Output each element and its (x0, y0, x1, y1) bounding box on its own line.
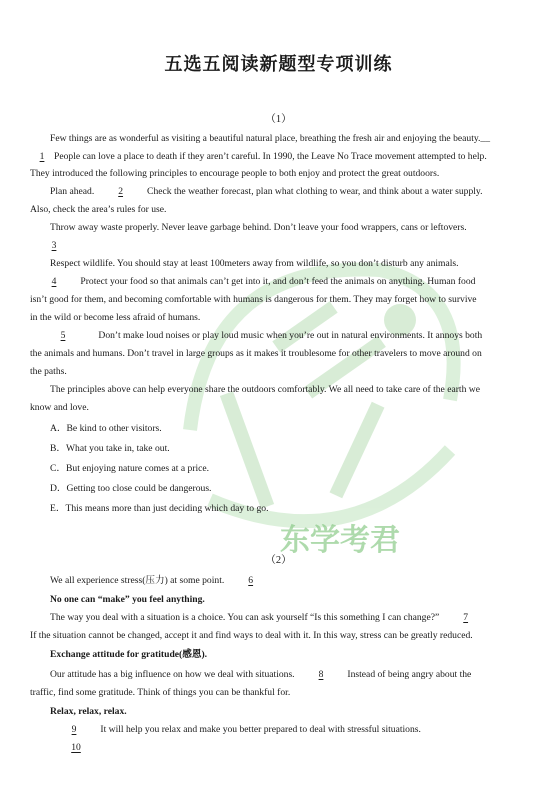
passage-1-line: Few things are as wonderful as visiting a beautiful natural place, breathing the fresh air and enjoying the beauty.__ (50, 133, 491, 144)
passage-1-line: the animals and humans. Don’t travel in large groups as it makes it troublesome for other travelers to move around on (30, 348, 482, 359)
section-1-heading: （1） (265, 114, 292, 125)
option-a: A．Be kind to other visitors. (50, 423, 162, 434)
blank-4[interactable]: 4 (51, 276, 57, 287)
passage-2-line: We all experience stress(压力) at some point. 6 (50, 575, 530, 587)
blank-6[interactable]: 6 (248, 575, 254, 586)
passage-2-line: 9 It will help you relax and make you better prepared to deal with stressful situations. (50, 724, 530, 736)
subheading-1: No one can “make” you feel anything. (50, 594, 205, 605)
passage-2-line: If the situation cannot be changed, accept it and find ways to deal with it. In this way, stress can be greatly reduced. (30, 630, 473, 641)
option-d: D．Getting too close could be dangerous. (50, 483, 212, 494)
passage-1-line: the paths. (30, 366, 67, 377)
section-2-heading: （2） (265, 555, 292, 566)
passage-2-line: Our attitude has a big influence on how we deal with situations. 8 Instead of being angry about the (50, 669, 472, 680)
passage-1-line: in the wild or become less afraid of humans. (30, 312, 201, 323)
passage-1-line: They introduced the following principles to encourage people to both enjoy and protect the great outdoors. (30, 168, 440, 179)
passage-1-line (30, 240, 530, 252)
subheading-3: Relax, relax, relax. (50, 706, 127, 717)
blank-8[interactable]: 8 (318, 669, 324, 680)
page-title: 五选五阅读新题型专项训练 (164, 54, 393, 75)
option-b: B．What you take in, take out. (50, 443, 170, 454)
option-c: C．But enjoying nature comes at a price. (50, 463, 210, 474)
blank-9[interactable]: 9 (71, 724, 77, 735)
passage-1-line: The principles above can help everyone share the outdoors comfortably. We all need to take care of the earth we (50, 384, 480, 395)
passage-2-line (50, 742, 530, 754)
passage-1-line: Plan ahead. 2 Check the weather forecast, plan what clothing to wear, and think about a water supply. (50, 186, 483, 197)
blank-7[interactable]: 7 (463, 612, 469, 623)
passage-1-line: isn’t good for them, and becoming comfortable with humans is dangerous for them. They may forget how to survive (30, 294, 477, 305)
blank-1[interactable]: 1 (39, 151, 45, 162)
passage-1-line: 4 Protect your food so that animals can’t get into it, and don’t feed the animals on anything. Human food (30, 276, 530, 288)
passage-1-line: Throw away waste properly. Never leave garbage behind. Don’t leave your food wrappers, cans or leftovers. (50, 222, 467, 233)
passage-1-line: Respect wildlife. You should stay at least 100meters away from wildlife, so you don’t disturb any animals. (50, 258, 459, 269)
passage-2-line: traffic, find some gratitude. Think of things you can be thankful for. (30, 687, 291, 698)
passage-2-line: The way you deal with a situation is a choice. You can ask yourself “Is this something I can change?” 7 (50, 612, 530, 624)
blank-5[interactable]: 5 (60, 330, 66, 341)
option-e: E．This means more than just deciding which day to go. (50, 503, 269, 514)
watermark-text: 东学考君 (280, 523, 400, 558)
blank-2[interactable]: 2 (118, 186, 124, 197)
passage-1-line: 5 Don’t make loud noises or play loud music when you’re out in natural environments. It annoys both (30, 330, 530, 342)
subheading-2: Exchange attitude for gratitude(感恩). (50, 649, 208, 660)
passage-1-line: 1 People can love a place to death if they aren’t careful. In 1990, the Leave No Trace movement attempted to help. (30, 151, 530, 163)
blank-10[interactable]: 10 (71, 742, 81, 753)
passage-1-line: Also, check the area’s rules for use. (30, 204, 167, 215)
blank-3[interactable]: 3 (51, 240, 57, 251)
passage-1-line: know and love. (30, 402, 89, 413)
